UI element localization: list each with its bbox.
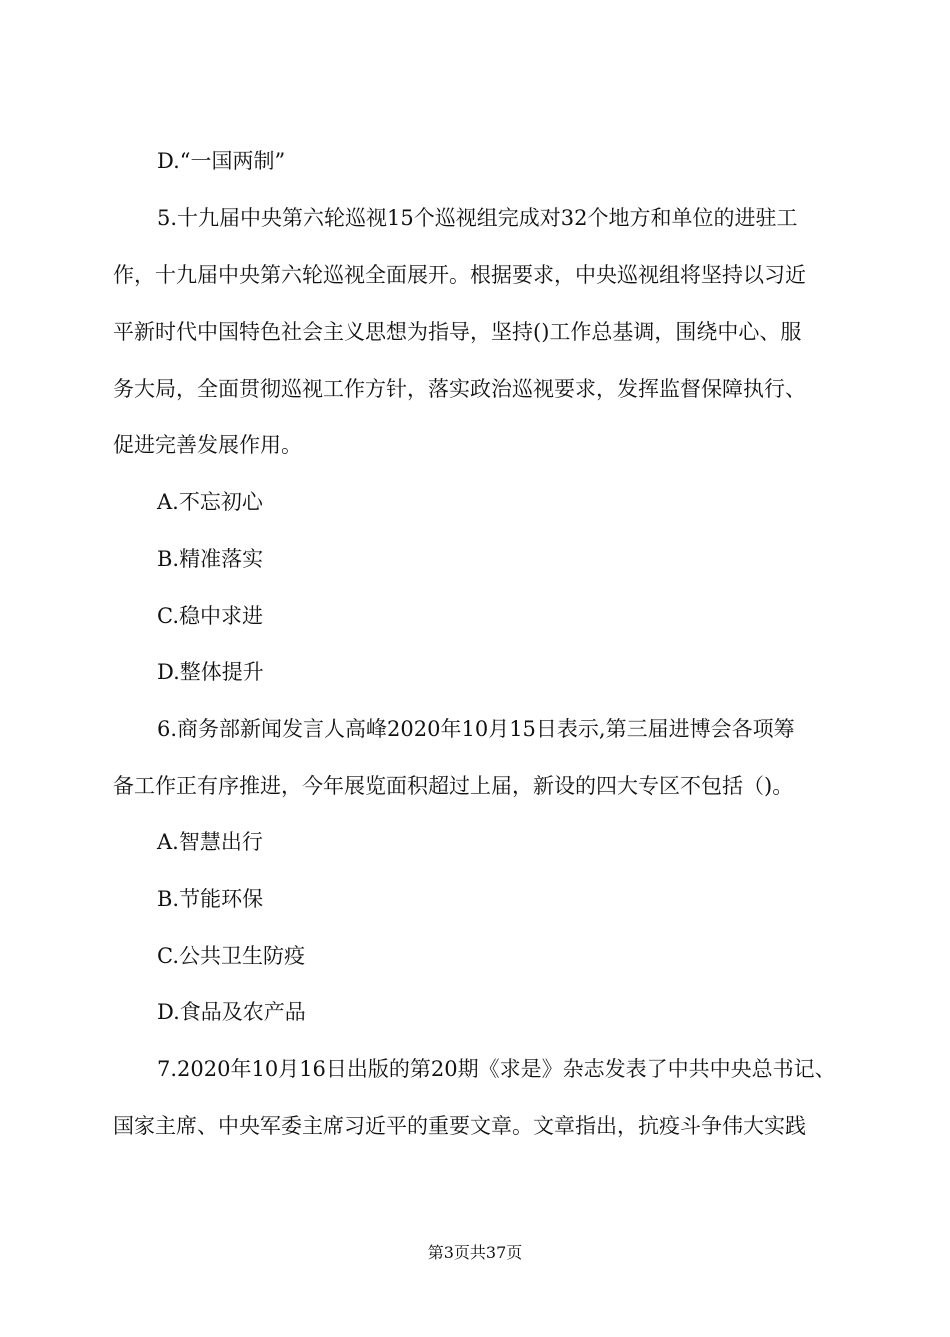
question-7-line-1: 7.2020年10月16日出版的第20期《求是》杂志发表了中共中央总书记、 — [157, 1057, 836, 1081]
question-5-line-5: 促进完善发展作用。 — [113, 433, 302, 457]
option-a-q5: A.不忘初心 — [157, 490, 263, 514]
option-d-q4: D.“一国两制” — [157, 149, 286, 173]
option-c-q6: C.公共卫生防疫 — [157, 944, 305, 968]
option-d-q6: D.食品及农产品 — [157, 1000, 306, 1024]
option-c-q5: C.稳中求进 — [157, 604, 263, 628]
question-7-line-2: 国家主席、中央军委主席习近平的重要文章。文章指出，抗疫斗争伟大实践 — [113, 1114, 806, 1138]
question-5-line-4: 务大局，全面贯彻巡视工作方针，落实政治巡视要求，发挥监督保障执行、 — [113, 377, 806, 401]
question-5-line-1: 5.十九届中央第六轮巡视15个巡视组完成对32个地方和单位的进驻工 — [157, 206, 798, 230]
question-5-line-2: 作，十九届中央第六轮巡视全面展开。根据要求，中央巡视组将坚持以习近 — [113, 263, 806, 287]
question-6-line-1: 6.商务部新闻发言人高峰2020年10月15日表示,第三届进博会各项筹 — [157, 717, 795, 741]
page-number: 第3页共37页 — [427, 1243, 523, 1262]
question-5-line-3: 平新时代中国特色社会主义思想为指导，坚持()工作总基调，围绕中心、服 — [113, 320, 802, 344]
option-d-q5: D.整体提升 — [157, 660, 264, 684]
option-b-q6: B.节能环保 — [157, 887, 264, 911]
question-6-line-2: 备工作正有序推进，今年展览面积超过上届，新设的四大专区不包括（)。 — [113, 774, 794, 798]
option-b-q5: B.精准落实 — [157, 547, 264, 571]
option-a-q6: A.智慧出行 — [157, 830, 263, 854]
